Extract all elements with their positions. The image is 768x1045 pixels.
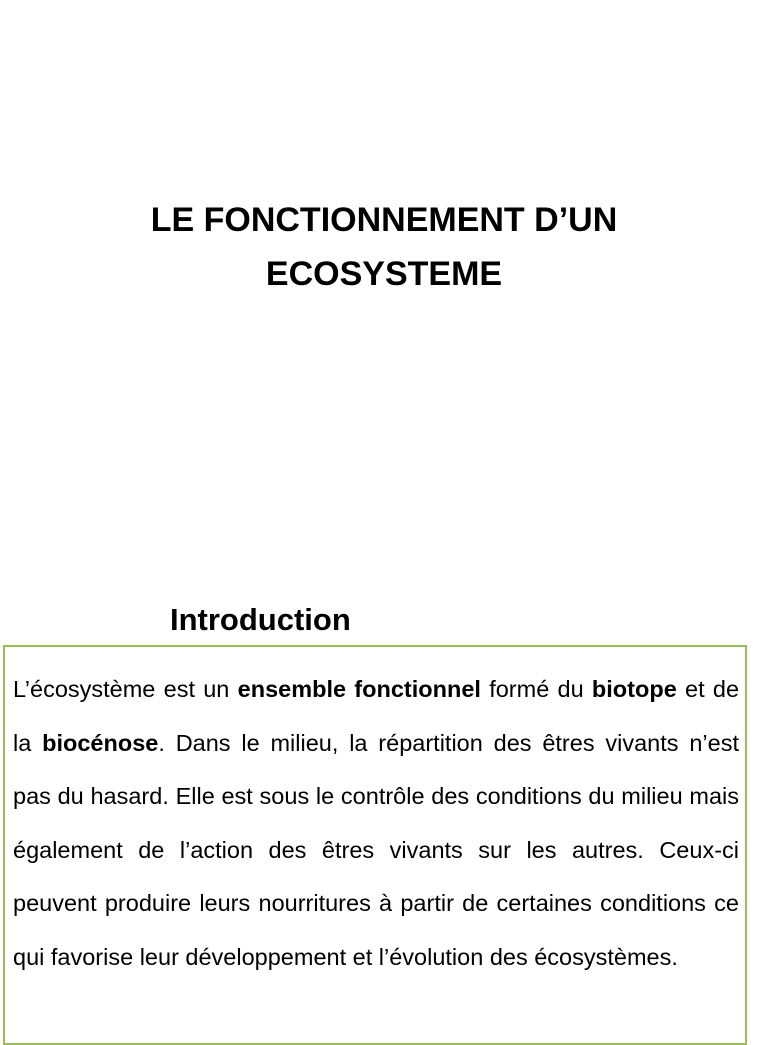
- page-title: [0, 193, 768, 301]
- introduction-box: [3, 645, 747, 1045]
- intro-text-part-3: et de la: [13, 676, 740, 756]
- page-title-line-1: LE FONCTIONNEMENT D’UN: [150, 201, 618, 239]
- intro-bold-biotope: biotope: [591, 676, 677, 702]
- intro-bold-biocenose: biocénose: [42, 729, 159, 756]
- section-heading-introduction: Introduction: [170, 602, 351, 637]
- introduction-paragraph: [13, 663, 739, 985]
- intro-bold-ensemble-fonctionnel: ensemble fonctionnel: [237, 676, 481, 702]
- page-title-line-2: ECOSYSTEME: [265, 255, 503, 293]
- intro-text-part-2: formé du: [480, 676, 592, 702]
- intro-text-part-4: . Dans le milieu, la répartition des êtres vivants n’est pas du hasard. Elle est sous le contrôle des conditions du milieu mais également de l’action des êtres vivants sur les autres. Ceux-ci peuvent produire leurs nourritures à partir de certaines conditions ce qui favorise leur développement et l’évolution des écosystèmes.: [13, 729, 739, 970]
- intro-text-part-1: L’écosystème est un: [13, 676, 238, 702]
